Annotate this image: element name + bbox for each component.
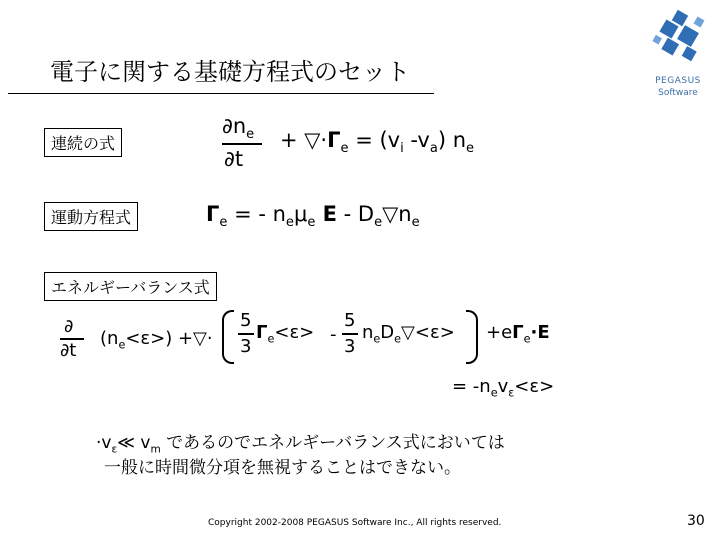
eq3-frac-bar-1: [238, 333, 254, 335]
eq3-term4: $+e\Gamma_e\cdot E$: [486, 322, 550, 346]
logo-subtitle: Software: [658, 88, 698, 98]
eq3-right-bracket: [466, 310, 478, 364]
momentum-label: 運動方程式: [44, 202, 138, 231]
eq3-five: 5: [240, 310, 252, 331]
copyright-footer: Copyright 2002-2008 PEGASUS Software Inc., All rights reserved.: [208, 518, 502, 528]
eq3-rhs: = $-n_ev_\varepsilon<\varepsilon>$: [452, 376, 555, 400]
eq3-minus: -: [330, 324, 337, 345]
eq3-five-2: 5: [344, 310, 356, 331]
page-number: 30: [687, 513, 705, 529]
eq2: $\Gamma_e$ = - $n_e\mu_e$ E - $D_e▽n_e$: [206, 202, 420, 231]
eq1-numerator: $\partial n_e$: [222, 114, 255, 143]
eq1-rhs: + $▽\cdot\Gamma_e = (v_i$ $-v_a$) $n_e$: [280, 128, 475, 157]
eq3-term3: $n_eD_e▽<\varepsilon>$: [362, 322, 455, 346]
eq3-left-bracket: [222, 310, 234, 364]
eq3-term2: $\Gamma_e<\varepsilon>$: [256, 322, 315, 346]
note-line-2: 一般に時間微分項を無視することはできない。: [104, 458, 461, 478]
title-underline: [8, 93, 434, 94]
eq3-d-numerator: ∂: [64, 316, 74, 337]
logo-name: PEGASUS: [655, 76, 701, 86]
page-title: 電子に関する基礎方程式のセット: [50, 58, 410, 86]
eq3-three-2: 3: [344, 336, 356, 357]
eq1-fraction-bar: [222, 143, 262, 145]
eq1-denominator: ∂t: [224, 147, 244, 171]
eq3-term1: $(n_e<\varepsilon>)$ +▽·: [100, 328, 213, 352]
continuity-label: 連続の式: [44, 128, 122, 157]
eq3-three: 3: [240, 336, 252, 357]
eq3-d-denominator: ∂t: [60, 340, 77, 361]
logo-mark-icon: [640, 6, 716, 76]
eq3-frac-bar-2: [342, 333, 358, 335]
note-line-1: $\cdot v_\varepsilon≪$ $v_m$ であるのでエネルギーバランス式においては: [96, 433, 505, 456]
energy-label: エネルギーバランス式: [44, 272, 217, 301]
